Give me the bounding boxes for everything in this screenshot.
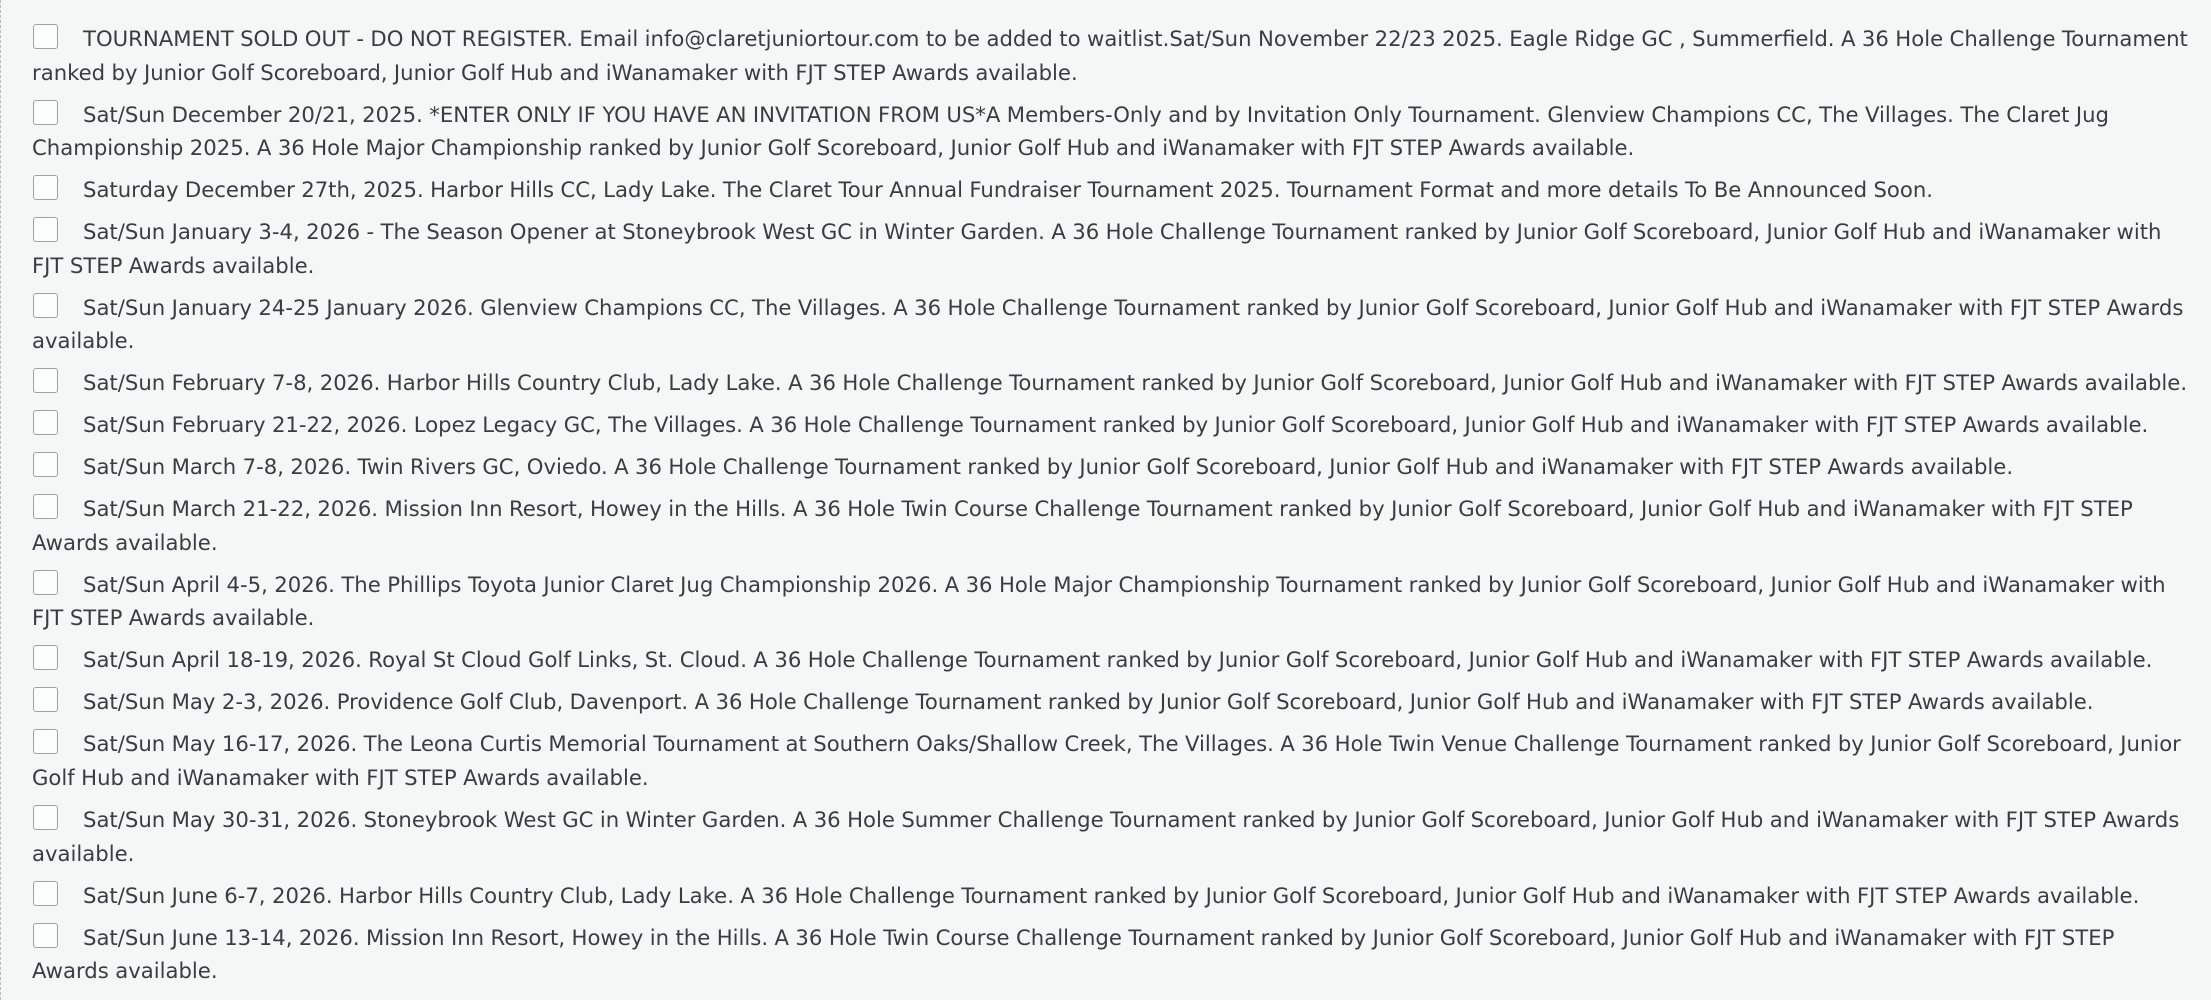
checkbox[interactable] — [33, 293, 58, 318]
checkbox[interactable] — [33, 645, 58, 670]
tournament-option-label[interactable]: Sat/Sun April 18-19, 2026. Royal St Cloud Golf Links, St. Cloud. A 36 Hole Challenge Tournament ranked by Junior Golf Scoreboard, Junior Golf Hub and iWanamaker with FJT STEP Awards available. — [83, 647, 2153, 673]
checkbox[interactable] — [33, 24, 58, 49]
tournament-option[interactable] — [32, 366, 2192, 400]
tournament-option[interactable] — [32, 921, 2192, 988]
tournament-option[interactable] — [32, 568, 2192, 635]
tournament-option[interactable] — [32, 450, 2192, 484]
checkbox[interactable] — [33, 410, 58, 435]
checkbox[interactable] — [33, 729, 58, 754]
tournament-option[interactable] — [32, 879, 2192, 913]
checkbox[interactable] — [33, 368, 58, 393]
checkbox[interactable] — [33, 100, 58, 125]
tournament-option[interactable] — [32, 643, 2192, 677]
tournament-option[interactable] — [32, 727, 2192, 794]
tournament-option-label[interactable]: TOURNAMENT SOLD OUT - DO NOT REGISTER. Email info@claretjuniortour.com to be added to waitlist.Sat/Sun November 22/23 2025. Eagle Ridge GC , Summerfield. A 36 Hole Challenge Tournament ranked by Junior Golf Scoreboard, Junior Golf Hub and iWanamaker with FJT STEP Awards available. — [32, 26, 2188, 85]
tournament-option-label[interactable]: Sat/Sun January 24-25 January 2026. Glenview Champions CC, The Villages. A 36 Hole Challenge Tournament ranked by Junior Golf Scoreboard, Junior Golf Hub and iWanamaker with FJT STEP Awards available. — [32, 294, 2184, 354]
tournament-option[interactable] — [32, 215, 2192, 282]
tournament-option[interactable] — [32, 492, 2192, 559]
tournament-option-label[interactable]: Sat/Sun February 21-22, 2026. Lopez Legacy GC, The Villages. A 36 Hole Challenge Tournament ranked by Junior Golf Scoreboard, Junior Golf Hub and iWanamaker with FJT STEP Awards available. — [83, 412, 2149, 438]
tournament-checkbox-list — [32, 22, 2192, 996]
tournament-option-label[interactable]: Sat/Sun March 21-22, 2026. Mission Inn Resort, Howey in the Hills. A 36 Hole Twin Course Challenge Tournament ranked by Junior Golf Scoreboard, Junior Golf Hub and iWanamaker with FJT STEP Awards available. — [32, 496, 2133, 555]
checkbox[interactable] — [33, 881, 58, 906]
tournament-option-label[interactable]: Sat/Sun May 16-17, 2026. The Leona Curtis Memorial Tournament at Southern Oaks/Shallow Creek, The Villages. A 36 Hole Twin Venue Challenge Tournament ranked by Junior Golf Scoreboard, Junior Golf Hub and iWanamaker with FJT STEP Awards available. — [32, 731, 2181, 790]
tournament-option[interactable] — [32, 22, 2192, 89]
checkbox[interactable] — [33, 175, 58, 200]
tournament-option[interactable] — [32, 685, 2192, 719]
tournament-option-label[interactable]: Sat/Sun January 3-4, 2026 - The Season Opener at Stoneybrook West GC in Winter Garden. A 36 Hole Challenge Tournament ranked by Junior Golf Scoreboard, Junior Golf Hub and iWanamaker with FJT STEP Awards available. — [32, 219, 2162, 278]
tournament-option-label[interactable]: Sat/Sun May 2-3, 2026. Providence Golf Club, Davenport. A 36 Hole Challenge Tournament ranked by Junior Golf Scoreboard, Junior Golf Hub and iWanamaker with FJT STEP Awards available. — [83, 689, 2094, 715]
tournament-option-label[interactable]: Sat/Sun December 20/21, 2025. *ENTER ONLY IF YOU HAVE AN INVITATION FROM US*A Members-Only and by Invitation Only Tournament. Glenview Champions CC, The Villages. The Claret Jug Championship 2025. A 36 Hole Major Championship ranked by Junior Golf Scoreboard, Junior Golf Hub and iWanamaker with FJT STEP Awards available. — [32, 101, 2110, 161]
checkbox[interactable] — [33, 494, 58, 519]
tournament-option-label[interactable]: Sat/Sun March 7-8, 2026. Twin Rivers GC, Oviedo. A 36 Hole Challenge Tournament ranked by Junior Golf Scoreboard, Junior Golf Hub and iWanamaker with FJT STEP Awards available. — [83, 454, 2014, 480]
checkbox[interactable] — [33, 452, 58, 477]
tournament-option-label[interactable]: Saturday December 27th, 2025. Harbor Hills CC, Lady Lake. The Claret Tour Annual Fundraiser Tournament 2025. Tournament Format and more details To Be Announced Soon. — [83, 177, 1934, 203]
checkbox[interactable] — [33, 217, 58, 242]
checkbox[interactable] — [33, 923, 58, 948]
checkbox[interactable] — [33, 570, 58, 595]
tournament-option-label[interactable]: Sat/Sun June 6-7, 2026. Harbor Hills Country Club, Lady Lake. A 36 Hole Challenge Tournament ranked by Junior Golf Scoreboard, Junior Golf Hub and iWanamaker with FJT STEP Awards available. — [83, 882, 2140, 908]
tournament-option[interactable] — [32, 803, 2192, 870]
tournament-option-label[interactable]: Sat/Sun February 7-8, 2026. Harbor Hills Country Club, Lady Lake. A 36 Hole Challenge Tournament ranked by Junior Golf Scoreboard, Junior Golf Hub and iWanamaker with FJT STEP Awards available. — [83, 370, 2188, 396]
tournament-option[interactable] — [32, 173, 2192, 207]
tournament-option-label[interactable]: Sat/Sun June 13-14, 2026. Mission Inn Resort, Howey in the Hills. A 36 Hole Twin Course Challenge Tournament ranked by Junior Golf Scoreboard, Junior Golf Hub and iWanamaker with FJT STEP Awards available. — [32, 924, 2115, 984]
tournament-option[interactable] — [32, 98, 2192, 165]
checkbox[interactable] — [33, 687, 58, 712]
tournament-option-label[interactable]: Sat/Sun May 30-31, 2026. Stoneybrook West GC in Winter Garden. A 36 Hole Summer Challenge Tournament ranked by Junior Golf Scoreboard, Junior Golf Hub and iWanamaker with FJT STEP Awards available. — [32, 806, 2180, 866]
tournament-option[interactable] — [32, 408, 2192, 442]
tournament-option[interactable] — [32, 291, 2192, 358]
checkbox[interactable] — [33, 805, 58, 830]
tournament-option-label[interactable]: Sat/Sun April 4-5, 2026. The Phillips Toyota Junior Claret Jug Championship 2026. A 36 Hole Major Championship Tournament ranked by Junior Golf Scoreboard, Junior Golf Hub and iWanamaker with FJT STEP Awards available. — [32, 571, 2166, 631]
